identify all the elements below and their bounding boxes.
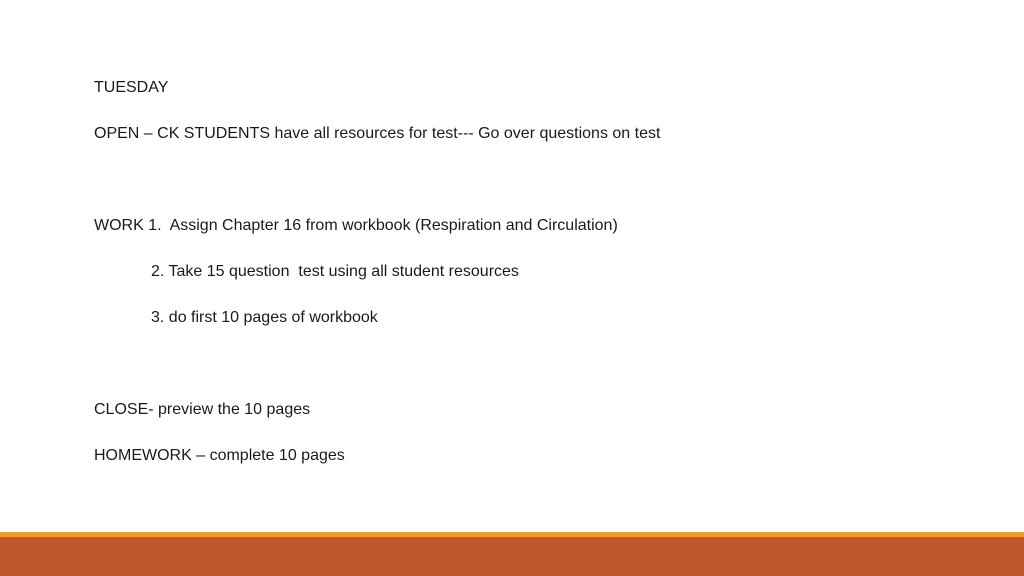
work-item-3: 3. do first 10 pages of workbook <box>151 309 378 326</box>
close-line: CLOSE- preview the 10 pages <box>94 401 311 418</box>
homework-line: HOMEWORK – complete 10 pages <box>94 447 345 464</box>
footer-bar <box>0 537 1024 576</box>
work-item-2: 2. Take 15 question test using all student resources <box>151 263 519 280</box>
day-heading: TUESDAY <box>94 79 169 96</box>
open-line: OPEN – CK STUDENTS have all resources for test--- Go over questions on test <box>94 125 661 142</box>
work-item-1: WORK 1. Assign Chapter 16 from workbook (Respiration and Circulation) <box>94 217 618 234</box>
